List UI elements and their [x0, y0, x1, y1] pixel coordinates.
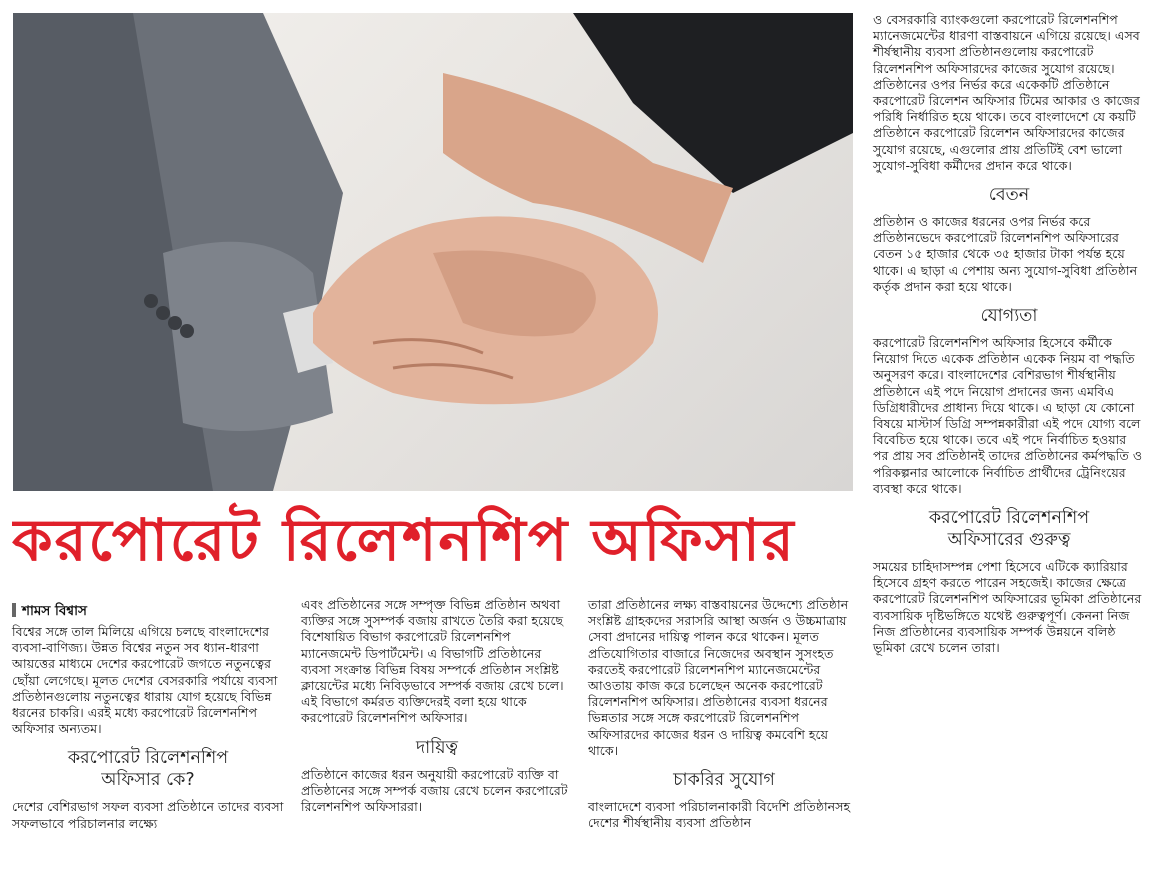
- subheading: [873, 507, 1145, 551]
- article-column-2: [301, 597, 573, 815]
- subheading-line: অফিসার কে?: [101, 770, 195, 791]
- paragraph: প্রতিষ্ঠানে কাজের ধরন অনুযায়ী করপোরেট ব্যক্তি বা প্রতিষ্ঠানের সঙ্গে সম্পর্ক বজায় রেখে চলেন করপোরেট রিলেশনশিপ অফিসাররা।: [301, 766, 568, 815]
- subheading-line: করপোরেট রিলেশনশিপ: [928, 508, 1090, 529]
- headline: করপোরেট রিলেশনশিপ অফিসার: [12, 506, 796, 574]
- paragraph: দেশের বেশিরভাগ সফল ব্যবসা প্রতিষ্ঠানে তাদের ব্যবসা সফলভাবে পরিচালনার লক্ষ্যে: [12, 799, 284, 831]
- paragraph: সময়ের চাহিদাসম্পন্ন পেশা হিসেবে এটিকে ক্যারিয়ার হিসেবে গ্রহণ করতে পারেন সহজেই। কাজের ক্ষেত্রে করপোরেট রিলেশনশিপ অফিসারের ভূমিকা প্রতিষ্ঠানের ব্যবসায়িক দৃষ্টিভঙ্গিতে যথেষ্ট গুরুত্বপূর্ণ। কেননা নিজ নিজ প্রতিষ্ঠানের ব্যবসায়িক সম্পর্ক উন্নয়নে বলিষ্ঠ ভূমিকা রেখে চলেন তারা।: [873, 559, 1142, 656]
- subheading: বেতন: [988, 185, 1030, 206]
- paragraph: বিশ্বের সঙ্গে তাল মিলিয়ে এগিয়ে চলছে বাংলাদেশের ব্যবসা-বাণিজ্য। উন্নত বিশ্বের নতুন সব ধ্যান-ধারণা আয়ত্তের মাধ্যমে দেশের করপোরেট জগতে নতুনত্বের ছোঁয়া লেগেছে। মূলত দেশের বেসরকারি পর্যায়ে ব্যবসা প্রতিষ্ঠানগুলোয় নতুনত্বের ধারায় যোগ হয়েছে বিভিন্ন ধরনের চাকরি। এরই মধ্যে করপোরেট রিলেশনশিপ অফিসার অন্যতম।: [12, 624, 278, 737]
- paragraph: এবং প্রতিষ্ঠানের সঙ্গে সম্পৃক্ত বিভিন্ন প্রতিষ্ঠান অথবা ব্যক্তির সঙ্গে সুসম্পর্ক বজায় রাখতে তৈরি করা হয়েছে বিশেষায়িত বিভাগ করপোরেট রিলেশনশিপ ম্যানেজমেন্ট ডিপার্টমেন্ট। এ বিভাগটি প্রতিষ্ঠানের ব্যবসা সংক্রান্ত বিভিন্ন বিষয় সম্পর্কে প্রতিষ্ঠান সংশ্লিষ্ট ক্লায়েন্টের মধ্যে নিবিড়ভাবে সম্পর্ক বজায় রেখে চলে। এই বিভাগে কর্মরত ব্যক্তিদেরই বলা হয়ে থাকে করপোরেট রিলেশনশিপ অফিসার।: [301, 597, 564, 726]
- subheading-line: অফিসারের গুরুত্ব: [947, 530, 1071, 551]
- byline-bar: [12, 603, 16, 617]
- subheading: [12, 747, 284, 791]
- subheading: চাকরির সুযোগ: [673, 770, 775, 791]
- paragraph: তারা প্রতিষ্ঠানের লক্ষ্য বাস্তবায়নের উদ্দেশ্যে প্রতিষ্ঠান সংশ্লিষ্ট গ্রাহকদের সরাসরি আস্থা অর্জন ও উচ্চমাত্রায় সেবা প্রদানের দায়িত্ব পালন করে থাকেন। মূলত প্রতিযোগিতার বাজারে নিজেদের অবস্থান সুসংহত করতেই করপোরেট রিলেশনশিপ ম্যানেজমেন্টের আওতায় কাজ করে চলেছেন অনেক করপোরেট রিলেশনশিপ অফিসার। প্রতিষ্ঠানের ব্যবসা ধরনের ভিন্নতার সঙ্গে সঙ্গে করপোরেট রিলেশনশিপ অফিসারদের কাজের ধরন ও দায়িত্ব কমবেশি হয়ে থাকে।: [588, 597, 849, 758]
- handshake-illustration: [13, 13, 853, 491]
- byline: [12, 600, 87, 623]
- paragraph: বাংলাদেশে ব্যবসা পরিচালনাকারী বিদেশি প্রতিষ্ঠানসহ দেশের শীর্ষস্থানীয় ব্যবসা প্রতিষ্ঠান: [588, 799, 851, 831]
- subheading: দায়িত্ব: [415, 737, 459, 758]
- subheading: যোগ্যতা: [980, 306, 1038, 327]
- paragraph: ও বেসরকারি ব্যাংকগুলো করপোরেট রিলেশনশিপ ম্যানেজমেন্টের ধারণা বাস্তবায়নে এগিয়ে রয়েছে। এসব শীর্ষস্থানীয় ব্যবসা প্রতিষ্ঠানগুলোয় করপোরেট রিলেশনশিপ অফিসারদের কাজের সুযোগ রয়েছে। প্রতিষ্ঠানের ওপর নির্ভর করে একেকটি প্রতিষ্ঠানে করপোরেট রিলেশন অফিসার টিমের আকার ও কাজের পরিধি নির্ধারিত হয়ে থাকে। তবে বাংলাদেশে যে কয়টি প্রতিষ্ঠানে করপোরেট রিলেশন অফিসারদের কাজের সুযোগ রয়েছে, এগুলোর প্রায় প্রতিটিই বেশ ভালো সুযোগ-সুবিধা কর্মীদের প্রদান করে থাকে।: [873, 12, 1140, 173]
- paragraph: করপোরেট রিলেশনশিপ অফিসার হিসেবে কর্মীকে নিয়োগ দিতে একেক প্রতিষ্ঠান একেক নিয়ম বা পদ্ধতি অনুসরণ করে। বাংলাদেশের বেশিরভাগ শীর্ষস্থানীয় প্রতিষ্ঠানে এই পদে নিয়োগ প্রদানের জন্য এমবিএ ডিগ্রিধারীদের প্রাধান্য দিয়ে থাকে। এ ছাড়া যে কোনো বিষয়ে মাস্টার্স ডিগ্রি সম্পন্নকারীরা এই পদে যোগ্য বলে বিবেচিত হয়ে থাকে। তবে এই পদে নির্বাচিত হওয়ার পর প্রায় সব প্রতিষ্ঠানই তাদের প্রতিষ্ঠানের কর্মপদ্ধতি ও পরিকল্পনার আলোকে নির্বাচিত প্রার্থীদের ট্রেনিংয়ের ব্যবস্থা করে থাকে।: [873, 335, 1143, 496]
- article-column-3: [588, 597, 860, 831]
- article-column-1: [12, 624, 284, 832]
- byline-text: শামস বিশ্বাস: [22, 603, 87, 619]
- paragraph: প্রতিষ্ঠান ও কাজের ধরনের ওপর নির্ভর করে প্রতিষ্ঠানভেদে করপোরেট রিলেশনশিপ অফিসারের বেতন ১৫ হাজার থেকে ৩৫ হাজার টাকা পর্যন্ত হয়ে থাকে। এ ছাড়া এ পেশায় অন্য সুযোগ-সুবিধা প্রতিষ্ঠান কর্তৃক প্রদান করা হয়ে থাকে।: [873, 214, 1138, 294]
- subheading-line: করপোরেট রিলেশনশিপ: [67, 748, 229, 769]
- article-column-4: [873, 12, 1145, 656]
- handshake-photo: [13, 13, 853, 491]
